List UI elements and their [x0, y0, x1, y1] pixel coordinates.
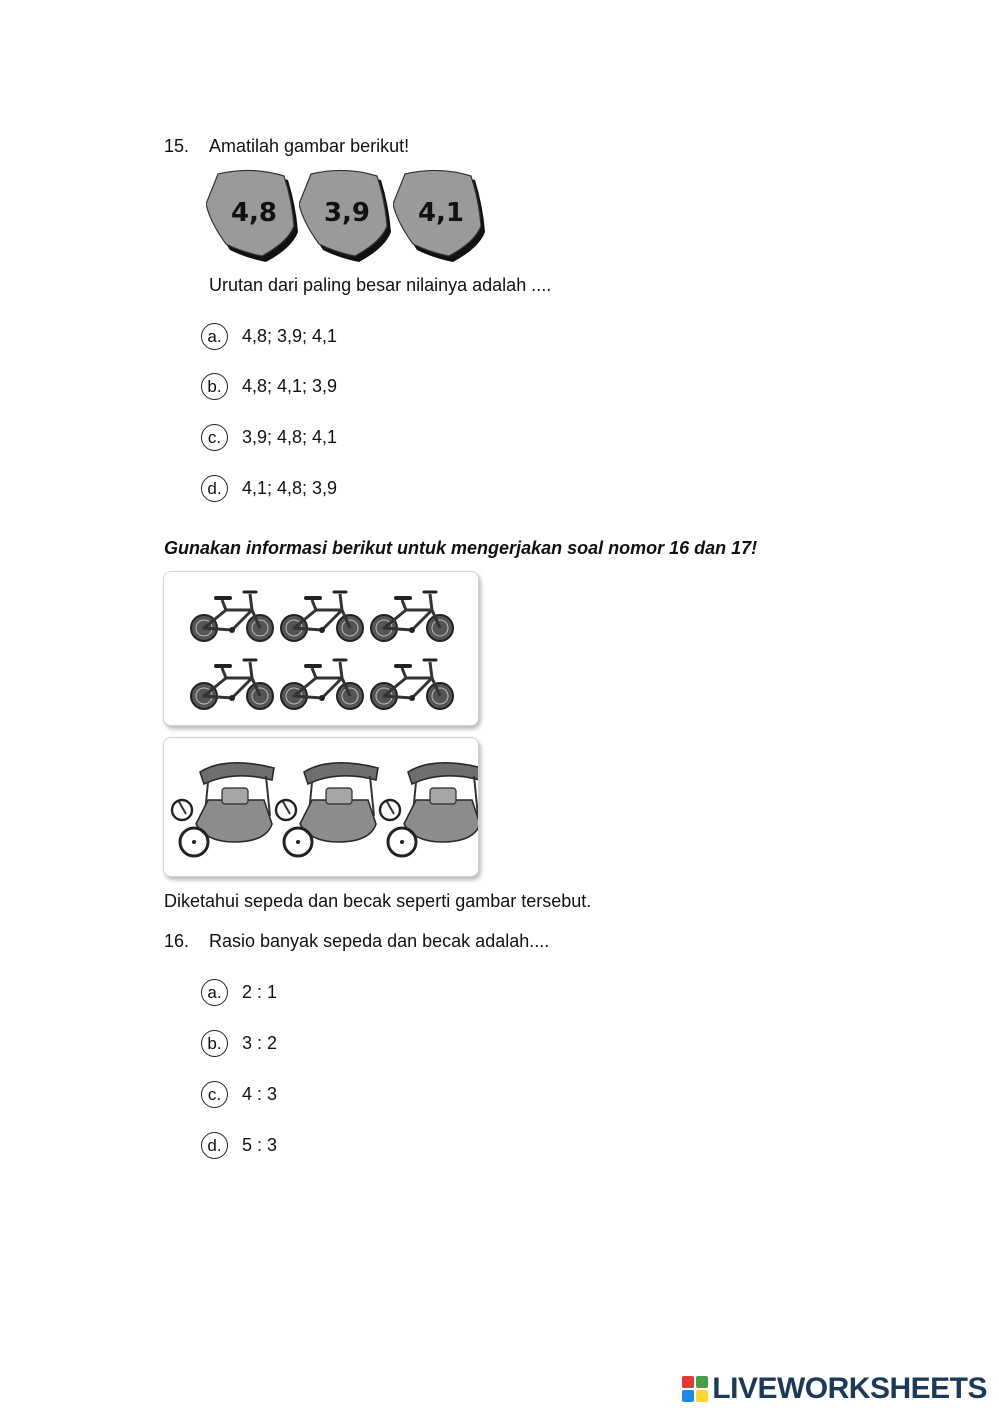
option-letter[interactable]: b. [201, 1030, 228, 1057]
q16-option-c[interactable] [201, 1079, 277, 1109]
q15-option-d[interactable] [201, 473, 337, 503]
tile-value: 3,9 [323, 198, 371, 228]
q16-option-b[interactable] [201, 1028, 277, 1058]
option-letter[interactable]: c. [201, 424, 228, 451]
bicycle-icon [371, 592, 453, 641]
logo-square [696, 1376, 708, 1388]
bicycle-icon [371, 660, 453, 709]
number-tile [299, 168, 395, 264]
given-statement: Diketahui sepeda dan becak seperti gambar tersebut. [164, 891, 592, 911]
bicycle-panel [163, 571, 479, 726]
becak-panel [163, 737, 479, 877]
q16-option-a[interactable] [201, 977, 277, 1007]
q15-number: 15. [164, 136, 190, 156]
option-letter[interactable]: a. [201, 323, 228, 350]
q15-prompt: Amatilah gambar berikut! [209, 136, 410, 156]
becak-illustration [164, 738, 478, 876]
becak-icon [276, 763, 378, 856]
tile-value: 4,8 [230, 198, 278, 228]
liveworksheets-logo[interactable] [682, 1372, 987, 1406]
bicycle-icon [191, 592, 273, 641]
bicycle-icon [281, 592, 363, 641]
option-text: 2 : 1 [242, 981, 278, 1002]
q15-option-b[interactable] [201, 371, 337, 401]
becak-icon [380, 763, 478, 856]
q15-question: Urutan dari paling besar nilainya adalah .... [209, 275, 552, 295]
option-text: 4,8; 3,9; 4,1 [242, 325, 338, 346]
bicycle-icon [281, 660, 363, 709]
becak-icon [172, 763, 274, 856]
q15-option-a[interactable] [201, 321, 337, 351]
option-text: 4 : 3 [242, 1083, 278, 1104]
option-letter[interactable]: d. [201, 1132, 228, 1159]
option-text: 3 : 2 [242, 1032, 278, 1053]
q15-option-c[interactable] [201, 422, 337, 452]
option-letter[interactable]: b. [201, 373, 228, 400]
bicycle-illustration [164, 572, 478, 725]
logo-icon [682, 1376, 708, 1402]
logo-square [682, 1390, 694, 1402]
q16-question: Rasio banyak sepeda dan becak adalah.... [209, 931, 550, 951]
option-text: 5 : 3 [242, 1134, 278, 1155]
number-tile [393, 168, 489, 264]
q16-number: 16. [164, 931, 190, 951]
q16-option-d[interactable] [201, 1130, 277, 1160]
info-heading: Gunakan informasi berikut untuk mengerjakan soal nomor 16 dan 17! [164, 538, 758, 558]
option-letter[interactable]: a. [201, 979, 228, 1006]
number-tile [206, 168, 302, 264]
option-letter[interactable]: d. [201, 475, 228, 502]
option-letter[interactable]: c. [201, 1081, 228, 1108]
option-text: 3,9; 4,8; 4,1 [242, 426, 338, 447]
logo-square [696, 1390, 708, 1402]
option-text: 4,8; 4,1; 3,9 [242, 375, 338, 396]
logo-square [682, 1376, 694, 1388]
logo-text: LIVEWORKSHEETS [712, 1372, 987, 1405]
bicycle-icon [191, 660, 273, 709]
option-text: 4,1; 4,8; 3,9 [242, 477, 338, 498]
tile-value: 4,1 [417, 198, 465, 228]
